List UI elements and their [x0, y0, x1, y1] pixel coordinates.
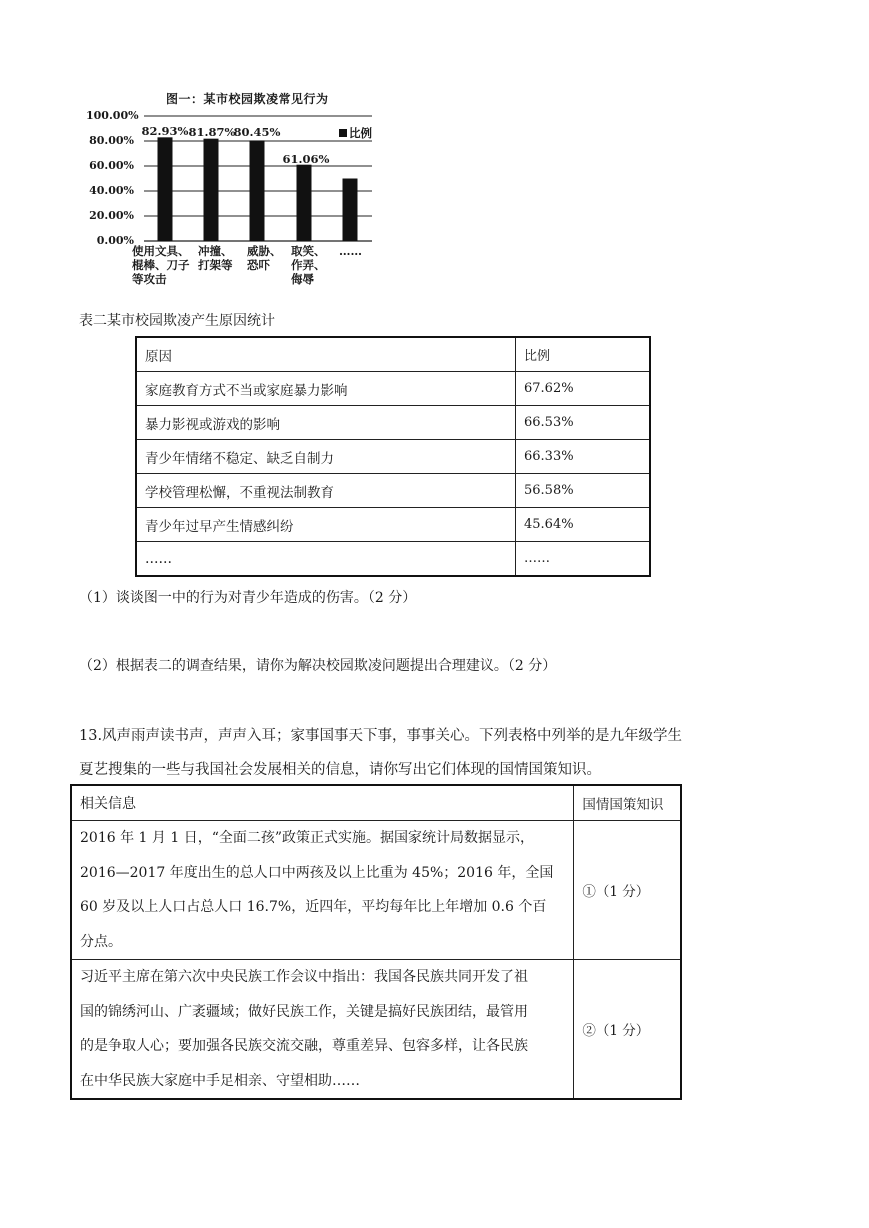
table-row — [136, 508, 650, 542]
question-1: （1）谈谈图一中的行为对青少年造成的伤害。（2 分） — [79, 590, 417, 606]
table-row — [136, 372, 650, 406]
q13-stem-line: 夏艺搜集的一些与我国社会发展相关的信息，请你写出它们体现的国情国策知识。 — [79, 762, 601, 778]
table-row — [71, 960, 681, 1100]
chart-bar — [204, 139, 219, 241]
y-tick-label: 20.00% — [89, 209, 134, 222]
legend-label: 比例 — [349, 126, 372, 140]
category-label: …… — [339, 244, 362, 258]
table-row — [136, 406, 650, 440]
q13-stem-line: 13.风声雨声读书声，声声入耳；家事国事天下事，事事关心。下列表格中列举的是九年级学生 — [79, 728, 683, 744]
answer-cell: ①（1 分） — [574, 821, 681, 960]
info-line: 2016 年 1 月 1 日，“全面二孩”政策正式实施。据国家统计局数据显示， — [80, 830, 535, 846]
cause-cell: 家庭教育方式不当或家庭暴力影响 — [136, 372, 516, 406]
cause-cell: …… — [136, 542, 516, 577]
ratio-cell: 67.62% — [516, 372, 651, 406]
header-cell: 相关信息 — [71, 785, 574, 821]
header-cell: 比例 — [516, 337, 651, 372]
chart-bar — [343, 179, 358, 242]
table-header-row — [71, 785, 681, 821]
info-line: 分点。 — [80, 933, 122, 950]
cause-cell: 暴力影视或游戏的影响 — [136, 406, 516, 440]
info-line: 的是争取人心；要加强各民族交流交融，尊重差异、包容多样，让各民族 — [80, 1038, 528, 1054]
table-row — [136, 542, 650, 577]
cause-cell: 青少年情绪不稳定、缺乏自制力 — [136, 440, 516, 474]
chart-bar — [250, 140, 265, 241]
header-cell: 原因 — [136, 337, 516, 372]
cause-cell: 学校管理松懈，不重视法制教育 — [136, 474, 516, 508]
info-line: 习近平主席在第六次中央民族工作会议中指出：我国各民族共同开发了祖 — [80, 969, 528, 985]
y-tick-label: 100.00% — [86, 109, 139, 122]
ratio-cell: 56.58% — [516, 474, 651, 508]
table-row — [136, 440, 650, 474]
category-label: 使用文具、 棍棒、刀子 等攻击 — [132, 244, 190, 286]
table-header-row — [136, 337, 650, 372]
ratio-cell: 66.53% — [516, 406, 651, 440]
info-line: 2016—2017 年度出生的总人口中两孩及以上比重为 45%；2016 年，全国 — [80, 864, 554, 881]
answer-cell: ②（1 分） — [574, 960, 681, 1100]
category-label: 冲撞、 打架等 — [198, 244, 233, 272]
cause-statistics-table — [135, 336, 651, 577]
info-cell — [71, 960, 574, 1100]
chart-legend — [339, 125, 372, 141]
info-line: 在中华民族大家庭中手足相亲、守望相助…… — [80, 1072, 360, 1089]
national-policy-table — [70, 784, 682, 1100]
bar-value-label: 81.87% — [188, 125, 236, 139]
cause-cell: 青少年过早产生情感纠纷 — [136, 508, 516, 542]
category-label: 威胁、 恐吓 — [247, 244, 282, 272]
bar-value-label: 61.06% — [282, 152, 330, 166]
table-row — [71, 821, 681, 960]
chart-bar — [297, 165, 312, 241]
y-tick-label: 40.00% — [89, 184, 134, 197]
y-tick-label: 60.00% — [89, 159, 134, 172]
info-cell — [71, 821, 574, 960]
bar-value-label: 80.45% — [233, 125, 281, 139]
ratio-cell: 66.33% — [516, 440, 651, 474]
chart-bar — [158, 137, 173, 241]
header-cell: 国情国策知识 — [574, 785, 681, 821]
info-line: 60 岁及以上人口占总人口 16.7%，近四年，平均每年比上年增加 0.6 个百 — [80, 899, 547, 915]
ratio-cell: 45.64% — [516, 508, 651, 542]
ratio-cell: …… — [516, 542, 651, 577]
bullying-behavior-chart — [86, 84, 392, 294]
bar-value-label: 82.93% — [141, 124, 189, 138]
y-tick-label: 0.00% — [96, 234, 134, 247]
table2-caption: 表二某市校园欺凌产生原因统计 — [79, 313, 275, 329]
chart-title: 图一：某市校园欺凌常见行为 — [166, 92, 329, 106]
legend-swatch — [339, 129, 347, 137]
question-2: （2）根据表二的调查结果，请你为解决校园欺凌问题提出合理建议。（2 分） — [79, 658, 557, 674]
y-tick-label: 80.00% — [89, 134, 134, 147]
info-line: 国的锦绣河山、广袤疆域；做好民族工作，关键是搞好民族团结，最管用 — [80, 1003, 528, 1020]
table-row — [136, 474, 650, 508]
category-label: 取笑、 作弄、 侮辱 — [291, 244, 326, 286]
